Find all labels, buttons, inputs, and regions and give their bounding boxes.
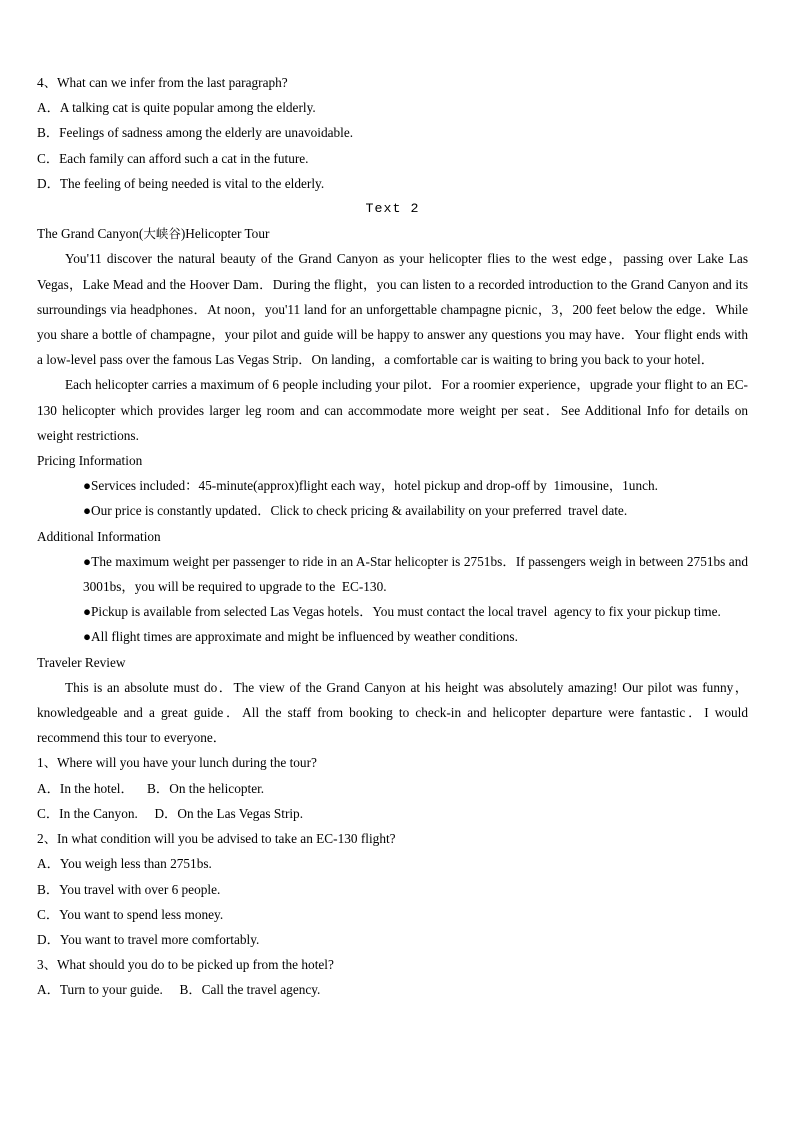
article-title (37, 221, 748, 246)
text-2-heading: Text 2 (365, 201, 420, 217)
traveler-review-heading: Traveler Review (37, 654, 126, 670)
article-title-after: )Helicopter Tour (180, 226, 270, 242)
question-4: 4、What can we infer from the last paragraph? (37, 75, 288, 90)
question-3-options-ab: A．Turn to your guide. B．Call the travel agency. (37, 982, 321, 998)
pricing-bullet-1: ●Services included：45-minute(approx)flight each way，hotel pickup and drop-off by 1imousine，1unch. (83, 478, 658, 494)
question-2-option-c: C．You want to spend less money. (37, 906, 224, 922)
question-1-options-ab: A．In the hotel． B．On the helicopter. (37, 780, 265, 796)
pricing-information-heading: Pricing Information (37, 453, 143, 469)
additional-information-heading: Additional Information (37, 528, 161, 544)
question-4-option-b: B．Feelings of sadness among the elderly are unavoidable. (37, 125, 354, 141)
article-paragraph-1: You'11 discover the natural beauty of the Grand Canyon as your helicopter flies to the west edge，passing over Lake Las Vegas，Lake Mead and the Hoover Dam．During the flight，you can listen to a recorded introduction to the Grand Canyon and its surroundings via headphones．At noon，you'11 land for an unforgettable champagne picnic，3，200 feet below the edge．While you share a bottle of champagne，your pilot and guide will be happy to answer any questions you may have．Your flight ends with a low-level pass over the famous Las Vegas Strip．On landing，a comfortable car is waiting to bring you back to your hotel． (37, 251, 752, 368)
article-paragraph-2: Each helicopter carries a maximum of 6 people including your pilot．For a roomier experience，upgrade your flight to an EC-130 helicopter which provides larger leg room and can accommodate more weight per seat．See Additional Info for details on weight restrictions. (37, 377, 752, 443)
question-2-option-d: D．You want to travel more comfortably. (37, 931, 260, 947)
traveler-review-text: This is an absolute must do．The view of the Grand Canyon at his height was absolutely amazing! Our pilot was funny，knowledgeable and a great guide．All the staff from booking to check-in and helicopter departure were fantastic．I would recommend this tour to everyone． (37, 679, 752, 746)
additional-bullet-2: ●Pickup is available from selected Las Vegas hotels．You must contact the local travel agency to fix your pickup time. (83, 604, 721, 620)
pricing-bullet-2: ●Our price is constantly updated．Click to check pricing & availability on your preferred travel date. (83, 503, 628, 519)
question-4-option-a: A．A talking cat is quite popular among the elderly. (37, 100, 316, 116)
additional-bullet-1: ●The maximum weight per passenger to ride in an A-Star helicopter is 2751bs．If passengers weigh in between 2751bs and 3001bs，you will be required to upgrade to the EC-130. (83, 553, 752, 595)
question-3: 3、What should you do to be picked up from the hotel? (37, 957, 334, 973)
question-4-option-d: D．The feeling of being needed is vital to the elderly. (37, 175, 325, 191)
question-block-bottom (37, 750, 748, 1002)
article-title-cjk: 大峡谷 (143, 226, 181, 242)
question-2-option-b: B．You travel with over 6 people. (37, 881, 221, 897)
article-title-before: The Grand Canyon( (37, 226, 144, 242)
question-1-options-cd: C．In the Canyon. D．On the Las Vegas Strip. (37, 805, 304, 821)
question-4-option-c: C．Each family can afford such a cat in the future. (37, 150, 309, 166)
question-2-option-a: A．You weigh less than 2751bs. (37, 856, 212, 872)
question-block-top (37, 70, 748, 196)
additional-bullet-3: ●All flight times are approximate and might be influenced by weather conditions. (83, 629, 518, 645)
question-2: 2、In what condition will you be advised to take an EC-130 flight? (37, 831, 396, 847)
question-1: 1、Where will you have your lunch during the tour? (37, 755, 317, 771)
